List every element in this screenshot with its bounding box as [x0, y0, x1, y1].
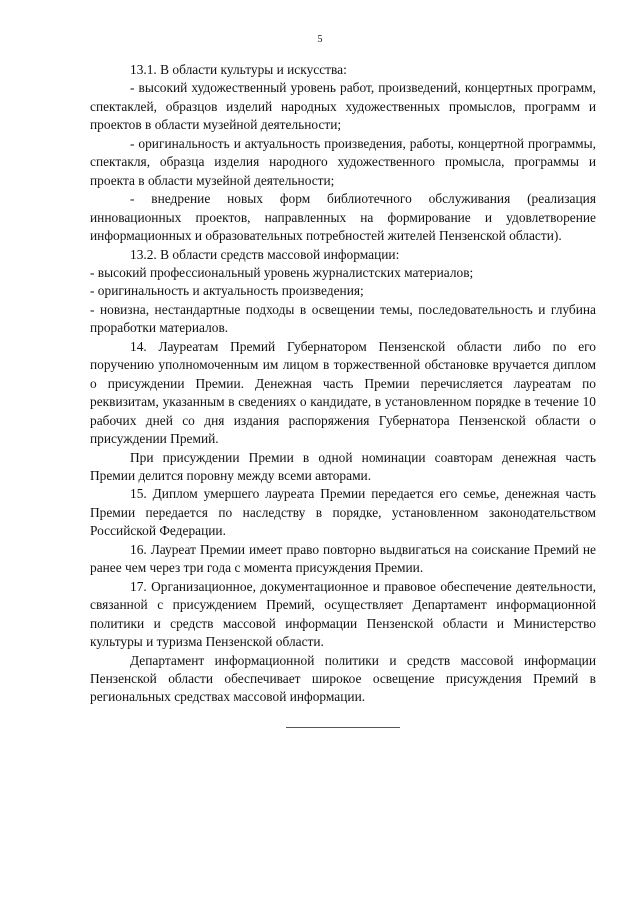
criterion-culture-library-forms: - внедрение новых форм библиотечного обслуживания (реализация инновационных проектов, направленных на формирование и удовлетворение информационных и образовательных потребностей жителей Пензенской области).: [90, 191, 596, 244]
criterion-media-novelty: - новизна, нестандартные подходы в освещении темы, последовательность и глубина проработки материалов.: [90, 301, 596, 336]
department-coverage-paragraph: Департамент информационной политики и средств массовой информации Пензенской области обеспечивает широкое освещение присуждения Премий в региональных средствах массовой информации.: [90, 652, 596, 705]
criterion-culture-originality: - оригинальность и актуальность произведения, работы, концертной программы, спектакля, образца изделия народного художественного промысла, программы и проекта в области музейной деятельности;: [90, 135, 596, 188]
criterion-media-originality: - оригинальность и актуальность произведения;: [90, 283, 364, 299]
document-body: [90, 61, 596, 707]
section-16-paragraph: 16. Лауреат Премии имеет право повторно выдвигаться на соискание Премий не ранее чем через три года с момента присуждения Премии.: [90, 541, 596, 576]
section-14-paragraph: 14. Лауреатам Премий Губернатором Пензенской области либо по его поручению уполномоченным им лицом в торжественной обстановке вручается диплом о присуждении Премии. Денежная часть Премии перечисляется лауреатам по реквизитам, указанным в сведениях о кандидате, в установленном порядке в течение 10 рабочих дней со дня издания распоряжения Губернатора Пензенской области о присуждении Премий.: [90, 338, 596, 447]
co-authors-paragraph: При присуждении Премии в одной номинации соавторам денежная часть Премии делится поровну между всеми авторами.: [90, 449, 596, 483]
section-15-paragraph: 15. Диплом умершего лауреата Премии передается его семье, денежная часть Премии передается по наследству в порядке, установленном законодательством Российской Федерации.: [90, 486, 596, 539]
end-separator-line: [286, 727, 400, 728]
section-13-2-heading: 13.2. В области средств массовой информации:: [130, 246, 400, 262]
section-13-1-heading: 13.1. В области культуры и искусства:: [130, 62, 347, 77]
page-number: 5: [317, 34, 323, 45]
section-17-paragraph: 17. Организационное, документационное и правовое обеспечение деятельности, связанной с присуждением Премий, осуществляет Департамент информационной политики и средств массовой информации Пензенской области и Министерство культуры и туризма Пензенской области.: [90, 578, 596, 650]
criterion-culture-high-level: - высокий художественный уровень работ, произведений, концертных программ, спектаклей, образцов изделий народных художественных промыслов, программ и проектов в области музейной деятельности;: [90, 80, 596, 133]
criterion-media-professional-level: - высокий профессиональный уровень журналистских материалов;: [90, 264, 474, 280]
